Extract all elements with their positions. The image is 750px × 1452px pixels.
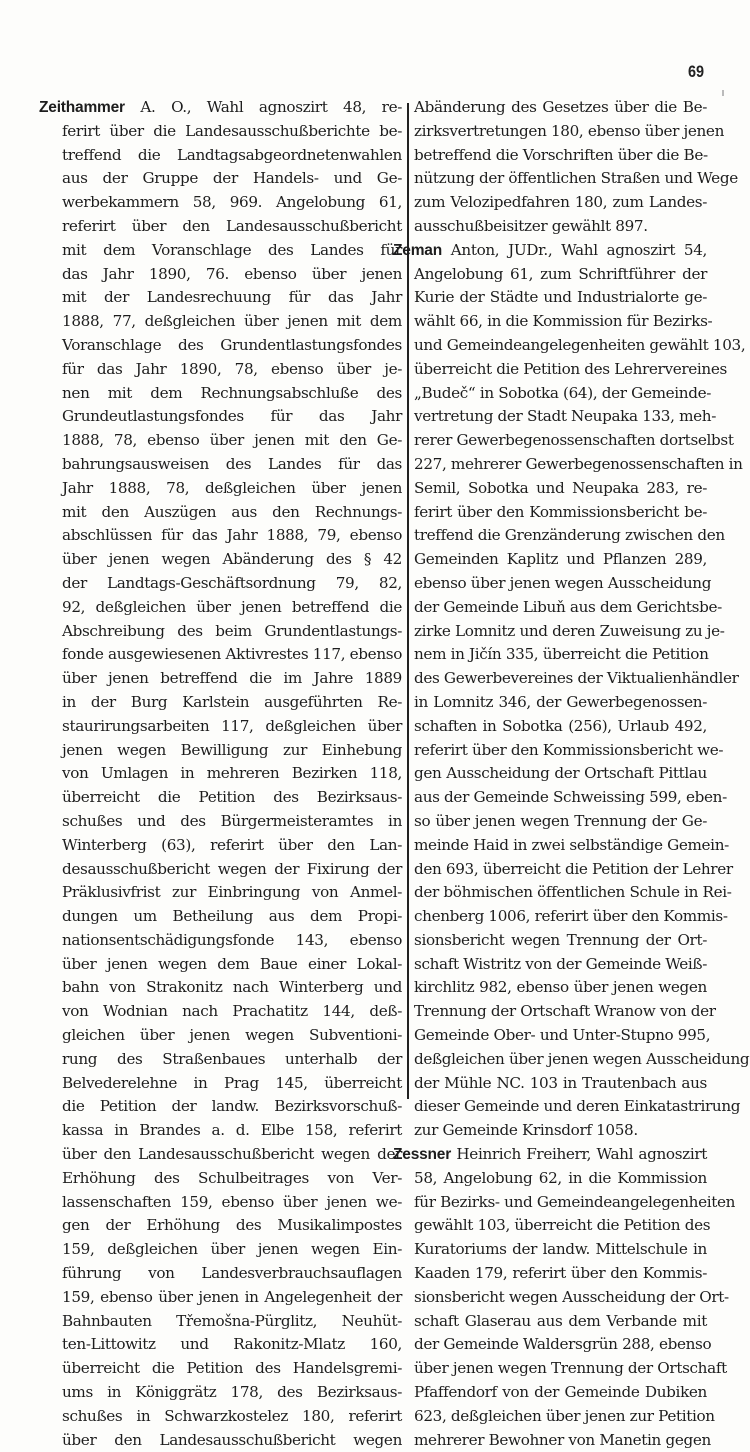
entry-line: kassa in Brandes a. d. Elbe 158, referirt <box>62 1121 402 1140</box>
entry-line: überreicht die Petition des Lehrervereines <box>414 359 727 378</box>
entry-line: so über jenen wegen Trennung der Ge- <box>414 811 707 830</box>
entry-line: 159, ebenso über jenen in Angelegenheit der <box>62 1287 402 1306</box>
entry-line: von Wodnian nach Prachatitz 144, deß- <box>62 1002 402 1021</box>
entry-line: 1888, 77, deßgleichen über jenen mit dem <box>62 312 402 331</box>
entry-line: schaften in Sobotka (256), Urlaub 492, <box>414 716 707 735</box>
entry-line: die Petition der landw. Bezirksvorschuß- <box>62 1097 402 1116</box>
entry-line: ausschußbeisitzer gewählt 897. <box>414 216 648 235</box>
entry-line: ferirt über die Landesausschußberichte be- <box>62 121 402 140</box>
entry-line: bahrungsausweisen des Landes für das <box>62 454 402 473</box>
entry-line: jenen wegen Bewilligung zur Einhebung <box>62 740 402 759</box>
entry-first-line <box>393 1143 707 1167</box>
entry-text: Heinrich Freiherr, Wahl agnoszirt <box>456 1145 707 1164</box>
entry-line: über den Landesausschußbericht wegen der <box>62 1145 402 1164</box>
entry-first-line <box>39 96 402 120</box>
entry-line: 58, Angelobung 62, in die Kommission <box>414 1168 707 1187</box>
index-entry-zessner <box>393 1143 736 1452</box>
entry-line: gen der Erhöhung des Musikalimpostes <box>62 1216 402 1235</box>
entry-line: der böhmischen öffentlichen Schule in Rei- <box>414 883 732 902</box>
index-entry-zeithammer <box>39 96 405 1452</box>
entry-line: Winterberg (63), referirt über den Lan- <box>62 835 402 854</box>
left-column <box>39 96 405 1452</box>
entry-line: desausschußbericht wegen der Fixirung der <box>62 859 402 878</box>
carryover-text <box>393 96 738 239</box>
entry-line: meinde Haid in zwei selbständige Gemein- <box>414 835 729 854</box>
entry-line: zirke Lomnitz und deren Zuweisung zu je- <box>414 621 725 640</box>
entry-line: mehrerer Bewohner von Manetin gegen <box>414 1430 711 1449</box>
entry-line: gewählt 103, überreicht die Petition des <box>414 1216 711 1235</box>
entry-line: schaft Glaserau aus dem Verbande mit <box>414 1311 707 1330</box>
entry-first-line <box>393 239 707 263</box>
right-column <box>393 96 750 1452</box>
entry-line: abschlüssen für das Jahr 1888, 79, ebenso <box>62 526 402 545</box>
entry-line: Abänderung des Gesetzes über die Be- <box>414 98 707 116</box>
entry-line: der Landtags-Geschäftsordnung 79, 82, <box>62 573 402 592</box>
entry-line: überreicht die Petition des Handelsgremi- <box>62 1359 402 1378</box>
entry-line: über jenen wegen Trennung der Ortschaft <box>414 1359 727 1378</box>
entry-line: Abschreibung des beim Grundentlastungs- <box>62 621 402 640</box>
scan-artifact <box>722 90 724 96</box>
entry-line: sionsbericht wegen Ausscheidung der Ort- <box>414 1287 729 1306</box>
entry-line: der Gemeinde Libuň aus dem Gerichtsbe- <box>414 597 722 616</box>
entry-line: betreffend die Vorschriften über die Be- <box>414 145 708 164</box>
entry-line: dungen um Betheilung aus dem Propi- <box>62 907 402 926</box>
entry-line: nationsentschädigungsfonde 143, ebenso <box>62 930 402 949</box>
index-entry-zeman <box>393 239 750 1143</box>
entry-line: führung von Landesverbrauchsauflagen <box>62 1264 402 1283</box>
entry-line: treffend die Grenzänderung zwischen den <box>414 526 725 545</box>
entry-line: mit dem Voranschlage des Landes für <box>62 240 402 259</box>
entry-line: aus der Gemeinde Schweissing 599, eben- <box>414 788 727 807</box>
entry-line: zum Velozipedfahren 180, zum Landes- <box>414 193 707 212</box>
entry-line: 227, mehrerer Gewerbegenossenschaften in <box>414 454 743 473</box>
entry-line: das Jahr 1890, 76. ebenso über jenen <box>62 264 402 283</box>
entry-line: Erhöhung des Schulbeitrages von Ver- <box>62 1168 402 1187</box>
entry-line: nen mit dem Rechnungsabschluße des <box>62 383 402 402</box>
entry-line: Bahnbauten Třemošna-Pürglitz, Neuhüt- <box>62 1311 402 1330</box>
entry-line: über jenen betreffend die im Jahre 1889 <box>62 669 402 688</box>
entry-headword: Zessner <box>393 1146 452 1164</box>
entry-line: gleichen über jenen wegen Subventioni- <box>62 1026 402 1045</box>
entry-line: in der Burg Karlstein ausgeführten Re- <box>62 692 402 711</box>
entry-line: treffend die Landtagsabgeordnetenwahlen <box>62 145 402 164</box>
entry-line: kirchlitz 982, ebenso über jenen wegen <box>414 978 707 997</box>
entry-line: Angelobung 61, zum Schriftführer der <box>414 264 707 283</box>
entry-line: Trennung der Ortschaft Wranow von der <box>414 1002 716 1021</box>
entry-line: mit der Landesrechuung für das Jahr <box>62 288 402 307</box>
entry-line: ums in Königgrätz 178, des Bezirksaus- <box>62 1383 402 1402</box>
entry-line: des Gewerbevereines der Viktualienhändler <box>414 669 739 688</box>
entry-line: Belvederelehne in Prag 145, überreicht <box>62 1073 402 1092</box>
entry-line: mit den Auszügen aus den Rechnungs- <box>62 502 402 521</box>
entry-line: Voranschlage des Grundentlastungsfondes <box>62 335 402 354</box>
entry-line: aus der Gruppe der Handels- und Ge- <box>62 169 402 188</box>
entry-line: schußes in Schwarzkostelez 180, referirt <box>62 1406 402 1425</box>
entry-line: bahn von Strakonitz nach Winterberg und <box>62 978 402 997</box>
entry-line: chenberg 1006, referirt über den Kommis- <box>414 907 728 926</box>
entry-line: nem in Jičín 335, überreicht die Petition <box>414 645 709 664</box>
entry-line: ebenso über jenen wegen Ausscheidung <box>414 573 712 592</box>
entry-line: und Gemeindeangelegenheiten gewählt 103, <box>414 335 746 354</box>
entry-line: der Mühle NC. 103 in Trautenbach aus <box>414 1073 707 1092</box>
entry-line: vertretung der Stadt Neupaka 133, meh- <box>414 407 716 426</box>
entry-line: werbekammern 58, 969. Angelobung 61, <box>62 193 402 212</box>
entry-line: der Gemeinde Waldersgrün 288, ebenso <box>414 1335 712 1354</box>
entry-text: A. O., Wahl agnoszirt 48, re- <box>140 98 402 116</box>
entry-text: Anton, JUDr., Wahl agnoszirt 54, <box>450 240 707 259</box>
entry-line: dieser Gemeinde und deren Einkatastrirung <box>414 1097 741 1116</box>
page-number: 69 <box>688 62 705 81</box>
entry-line: Kurie der Städte und Industrialorte ge- <box>414 288 707 307</box>
entry-line: 1888, 78, ebenso über jenen mit den Ge- <box>62 431 402 450</box>
entry-line: ferirt über den Kommissionsbericht be- <box>414 502 707 521</box>
entry-headword: Zeman <box>393 241 442 259</box>
entry-line: Jahr 1888, 78, deßgleichen über jenen <box>62 478 402 497</box>
entry-line: schußes und des Bürgermeisteramtes in <box>62 811 402 830</box>
entry-line: 159, deßgleichen über jenen wegen Ein- <box>62 1240 402 1259</box>
entry-headword: Zeithammer <box>39 99 125 116</box>
entry-line: Grundeutlastungsfondes für das Jahr <box>62 407 402 426</box>
entry-line: staurirungsarbeiten 117, deßgleichen über <box>62 716 402 735</box>
entry-line: überreicht die Petition des Bezirksaus- <box>62 788 402 807</box>
entry-line: schaft Wistritz von der Gemeinde Weiß- <box>414 954 707 973</box>
entry-line: „Budeč“ in Sobotka (64), der Gemeinde- <box>414 383 712 402</box>
entry-line: 92, deßgleichen über jenen betreffend die <box>62 597 402 616</box>
entry-line: Kuratoriums der landw. Mittelschule in <box>414 1240 707 1259</box>
entry-line: referirt über den Landesausschußbericht <box>62 216 402 235</box>
entry-line: deßgleichen über jenen wegen Ausscheidung <box>414 1049 750 1068</box>
entry-line: über jenen wegen Abänderung des § 42 <box>62 550 402 569</box>
entry-line: rung des Straßenbaues unterhalb der <box>62 1049 402 1068</box>
entry-line: 623, deßgleichen über jenen zur Petition <box>414 1406 715 1425</box>
entry-line: für das Jahr 1890, 78, ebenso über je- <box>62 359 402 378</box>
entry-line: fonde ausgewiesenen Aktivrestes 117, ebenso <box>62 645 402 664</box>
entry-line: wählt 66, in die Kommission für Bezirks- <box>414 312 713 331</box>
entry-line: lassenschaften 159, ebenso über jenen we- <box>62 1192 402 1211</box>
entry-line: über den Landesausschußbericht wegen <box>62 1430 402 1449</box>
entry-line: gen Ausscheidung der Ortschaft Pittlau <box>414 764 707 783</box>
entry-line: Kaaden 179, referirt über den Kommis- <box>414 1264 707 1283</box>
entry-line: Semil, Sobotka und Neupaka 283, re- <box>414 478 707 497</box>
entry-line: Präklusivfrist zur Einbringung von Anmel- <box>62 883 402 902</box>
entry-line: ten-Littowitz und Rakonitz-Mlatz 160, <box>62 1335 402 1354</box>
entry-line: zirksvertretungen 180, ebenso über jenen <box>414 121 724 140</box>
entry-line: referirt über den Kommissionsbericht we- <box>414 740 724 759</box>
entry-line: von Umlagen in mehreren Bezirken 118, <box>62 764 402 783</box>
entry-line: zur Gemeinde Krinsdorf 1058. <box>414 1121 638 1140</box>
entry-line: Pfaffendorf von der Gemeinde Dubiken <box>414 1383 707 1402</box>
entry-line: Gemeinden Kaplitz und Pflanzen 289, <box>414 550 707 569</box>
entry-line: den 693, überreicht die Petition der Lehrer <box>414 859 733 878</box>
entry-line: über jenen wegen dem Baue einer Lokal- <box>62 954 402 973</box>
entry-line: rerer Gewerbegenossenschaften dortselbst <box>414 431 734 450</box>
entry-line: sionsbericht wegen Trennung der Ort- <box>414 930 707 949</box>
entry-line: für Bezirks- und Gemeindeangelegenheiten <box>414 1192 736 1211</box>
entry-line: nützung der öffentlichen Straßen und Wege <box>414 169 738 188</box>
entry-line: Gemeinde Ober- und Unter-Stupno 995, <box>414 1026 711 1045</box>
entry-line: in Lomnitz 346, der Gewerbegenossen- <box>414 692 707 711</box>
